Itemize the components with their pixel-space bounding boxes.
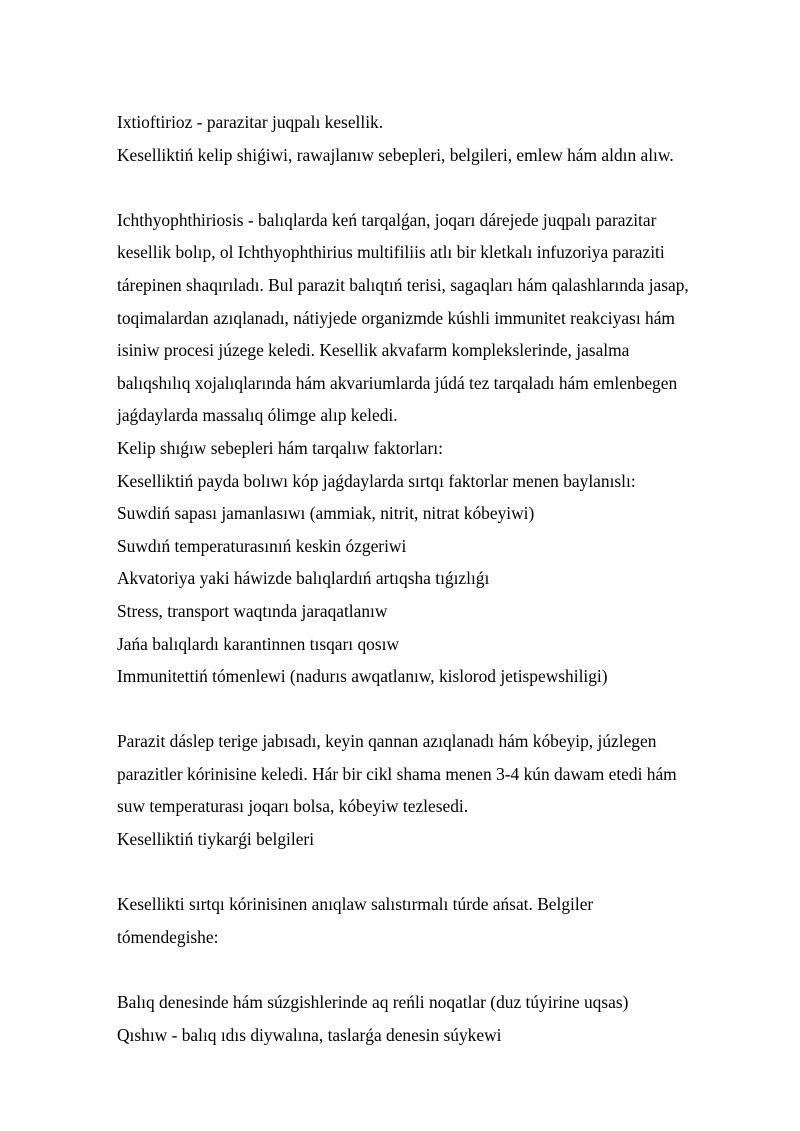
- causes-intro: Keselliktiń payda bolıwı kóp jaǵdaylarda sırtqı faktorlar menen baylanıslı:: [117, 470, 636, 491]
- document-title: Ixtioftirioz - parazitar juqpalı kesellik.: [117, 112, 384, 132]
- intro-line: Ichthyophthiriosis - balıqlarda keń tarqalǵan, joqarı dárejede juqpalı parazitar: [117, 209, 657, 230]
- sign-item: Qıshıw - balıq ıdıs diywalına, taslarǵa denesin súykewi: [117, 1024, 502, 1045]
- blank-line: [117, 693, 757, 726]
- intro-line: toqimalardan azıqlanadı, nátiyjede organizmde kúshli immunitet reakciyası hám: [117, 307, 675, 328]
- blank-line: [117, 953, 757, 986]
- sign-item: Balıq denesinde hám súzgishlerinde aq reńli noqatlar (duz túyirine uqsas): [117, 992, 629, 1013]
- cycle-line: parazitler kórinisine keledi. Hár bir cikl shama menen 3-4 kún dawam etedi hám: [117, 763, 677, 784]
- cause-item: Suwdiń sapası jamanlasıwı (ammiak, nitrit, nitrat kóbeyiwi): [117, 503, 535, 524]
- intro-line: jaǵdaylarda massalıq ólimge alıp keledi.: [117, 405, 398, 426]
- blank-line: [117, 171, 757, 204]
- document-subtitle: Keselliktiń kelip shiǵiwi, rawajlanıw sebepleri, belgileri, emlew hám aldın alıw.: [117, 144, 674, 165]
- signs-intro-line: Kesellikti sırtqı kórinisinen anıqlaw salıstırmalı túrde ańsat. Belgiler: [117, 894, 594, 915]
- cause-item: Suwdıń temperaturasınıń keskin ózgeriwi: [117, 535, 407, 556]
- document-body: [117, 106, 757, 1051]
- cause-item: Immunitettiń tómenlewi (nadurıs awqatlanıw, kislorod jetispewshiligi): [117, 666, 608, 687]
- cause-item: Stress, transport waqtında jaraqatlanıw: [117, 600, 388, 621]
- intro-line: balıqshılıq xojalıqlarında hám akvariumlarda júdá tez tarqaladı hám emlenbegen: [117, 372, 678, 393]
- intro-line: isiniw procesi júzege keledi. Kesellik akvafarm komplekslerinde, jasalma: [117, 340, 630, 361]
- causes-heading: Kelip shıǵıw sebepleri hám tarqalıw faktorları:: [117, 437, 443, 458]
- cycle-line: suw temperaturası joqarı bolsa, kóbeyiw tezlesedi.: [117, 796, 469, 817]
- cycle-line: Parazit dáslep terige jabısadı, keyin qannan azıqlanadı hám kóbeyip, júzlegen: [117, 731, 657, 752]
- blank-line: [117, 856, 757, 889]
- cause-item: Akvatoriya yaki háwizde balıqlardıń artıqsha tıǵızlıǵı: [117, 568, 490, 589]
- signs-heading: Keselliktiń tiykarǵi belgileri: [117, 829, 315, 850]
- cause-item: Jańa balıqlardı karantinnen tısqarı qosıw: [117, 633, 400, 654]
- signs-intro-line: tómendegishe:: [117, 926, 219, 947]
- intro-line: kesellik bolıp, ol Ichthyophthirius multifiliis atlı bir kletkalı infuzoriya paraziti: [117, 242, 665, 263]
- intro-line: tárepinen shaqırıladı. Bul parazit balıqtıń terisi, sagaqları hám qalashlarında jasap,: [117, 274, 689, 295]
